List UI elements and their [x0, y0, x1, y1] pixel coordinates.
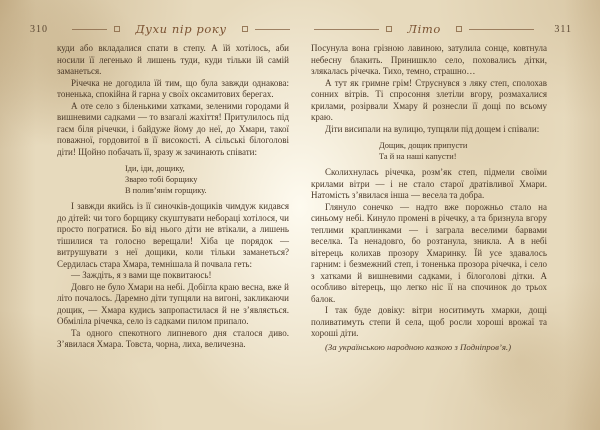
verse-line: Дощик, дощик припусти: [379, 141, 468, 150]
paragraph: А тут як гримне грім! Струснувся з ляку степ, сполохав сонних вітрів. Ті спросоння злетіли вгору, розмахалися крилами, розірвали Хмару й рознесли її дощі по всьому краю.: [311, 77, 547, 122]
square-ornament-icon: [456, 26, 462, 32]
page-header-right: [314, 22, 572, 36]
attribution: (За українською народною казкою з Подніпров’я.): [325, 341, 512, 352]
verse: [125, 163, 289, 196]
running-title-right: Літо: [407, 22, 441, 36]
paragraph: Сколихнулась річечка, розм’як степ, підмели своїми крилами вітри — і не стало старої дратівливої Хмари. Натомість з’явилася інша — весела та добра.: [311, 167, 547, 200]
paragraph: Діти висипали на вулицю, тупцяли під дощем і співали:: [325, 123, 540, 134]
verse: [379, 140, 547, 162]
verse-line: В полив’янім горщику.: [125, 186, 207, 195]
paragraph: — Заждіть, я з вами ще поквитаюсь!: [71, 270, 212, 280]
page-number-left: 310: [30, 23, 48, 35]
square-ornament-icon: [386, 26, 392, 32]
paragraph: Річечка не догодила їй тим, що була завжди однакова: тоненька, спокійна й гарна у своїх оксамитових берегах.: [57, 77, 289, 99]
page-right: [300, 0, 600, 430]
header-rule: [72, 29, 107, 30]
verse-line: Зварю тобі борщику: [125, 175, 198, 184]
header-rule: [255, 29, 290, 30]
paragraph: куди або вкладалися спати в степу. А їй хотілось, аби носили її легенько й лишень туди, куди тільки їй самій заманеться.: [57, 43, 289, 76]
square-ornament-icon: [242, 26, 248, 32]
running-title-left: Духи пір року: [135, 22, 227, 36]
paragraph: Глянуло сонечко — надто вже порожньо стало на синьому небі. Кинуло промені в річечку, а та бризнула вгору теплими краплинками — і заграла веселими барвами веселка. Та ненадовго, бо розтанула, зникла. А в небі вітерець колихав прозору Хмаринку. Їй усе здавалось гарним: і безмежний степ, і тоненька прозора річечка, і село з хатками й вишневими садками, і білоголові дітки. А особливо вітерець, що легко ніс її на спочинок до трьох балок.: [311, 201, 547, 304]
paragraph: І завжди якийсь із її синочків-дощиків чимдуж кидався до дітей: чи того борщику скуштувати небораці хотілося, чи просто погратися. Бо від нього діти не втікали, а лишень тішилися та голосно верещали! Хіба це порядок — витрушувати з неї дощики, коли тільки заманеться? Сердилась стара Хмара, темнішала й почвала геть:: [57, 201, 289, 269]
paragraph: І так буде довіку: вітри носитимуть хмарки, дощі поливатимуть степи й села, щоб росли хороші врожаї та хороші діти.: [311, 305, 547, 338]
paragraph: Посунула вона грізною лавиною, затулила сонце, ковтнула небесну блакить. Принишкло село, поховались дітки, злякалась річечка. Тихо, темно, страшно…: [311, 43, 547, 76]
header-rule: [314, 29, 379, 30]
header-rule: [469, 29, 534, 30]
page-body-left: [57, 43, 289, 351]
page-number-right: 311: [554, 23, 572, 35]
page-body-right: [311, 43, 547, 353]
square-ornament-icon: [114, 26, 120, 32]
verse-line: Та й на наші капусти!: [379, 152, 457, 161]
paragraph: А оте село з біленькими хатками, зеленими городами й вишневими садками — то взагалі жахіття! Притулилось під гаєм біля річечки, і байдуже йому до неї, до Хмари, такої поважної, гордовитої в її високості. А сільські білоголові діти! Щойно побачать її, зразу ж зачинають співати:: [57, 100, 289, 157]
paragraph: Довго не було Хмари на небі. Добігла краю весна, вже й літо почалось. Даремно діти тупцяли на вигоні, закликаючи дощик, — Хмара кудись запропастилася й не з’являється. Обміліла річечка, село із садками пилом припало.: [57, 281, 289, 326]
page-header-left: [30, 22, 290, 36]
paragraph: Та одного спекотного липневого дня сталося диво. З’явилася Хмара. Товста, чорна, лиха, величезна.: [57, 327, 289, 349]
verse-line: Іди, іди, дощику,: [125, 164, 185, 173]
